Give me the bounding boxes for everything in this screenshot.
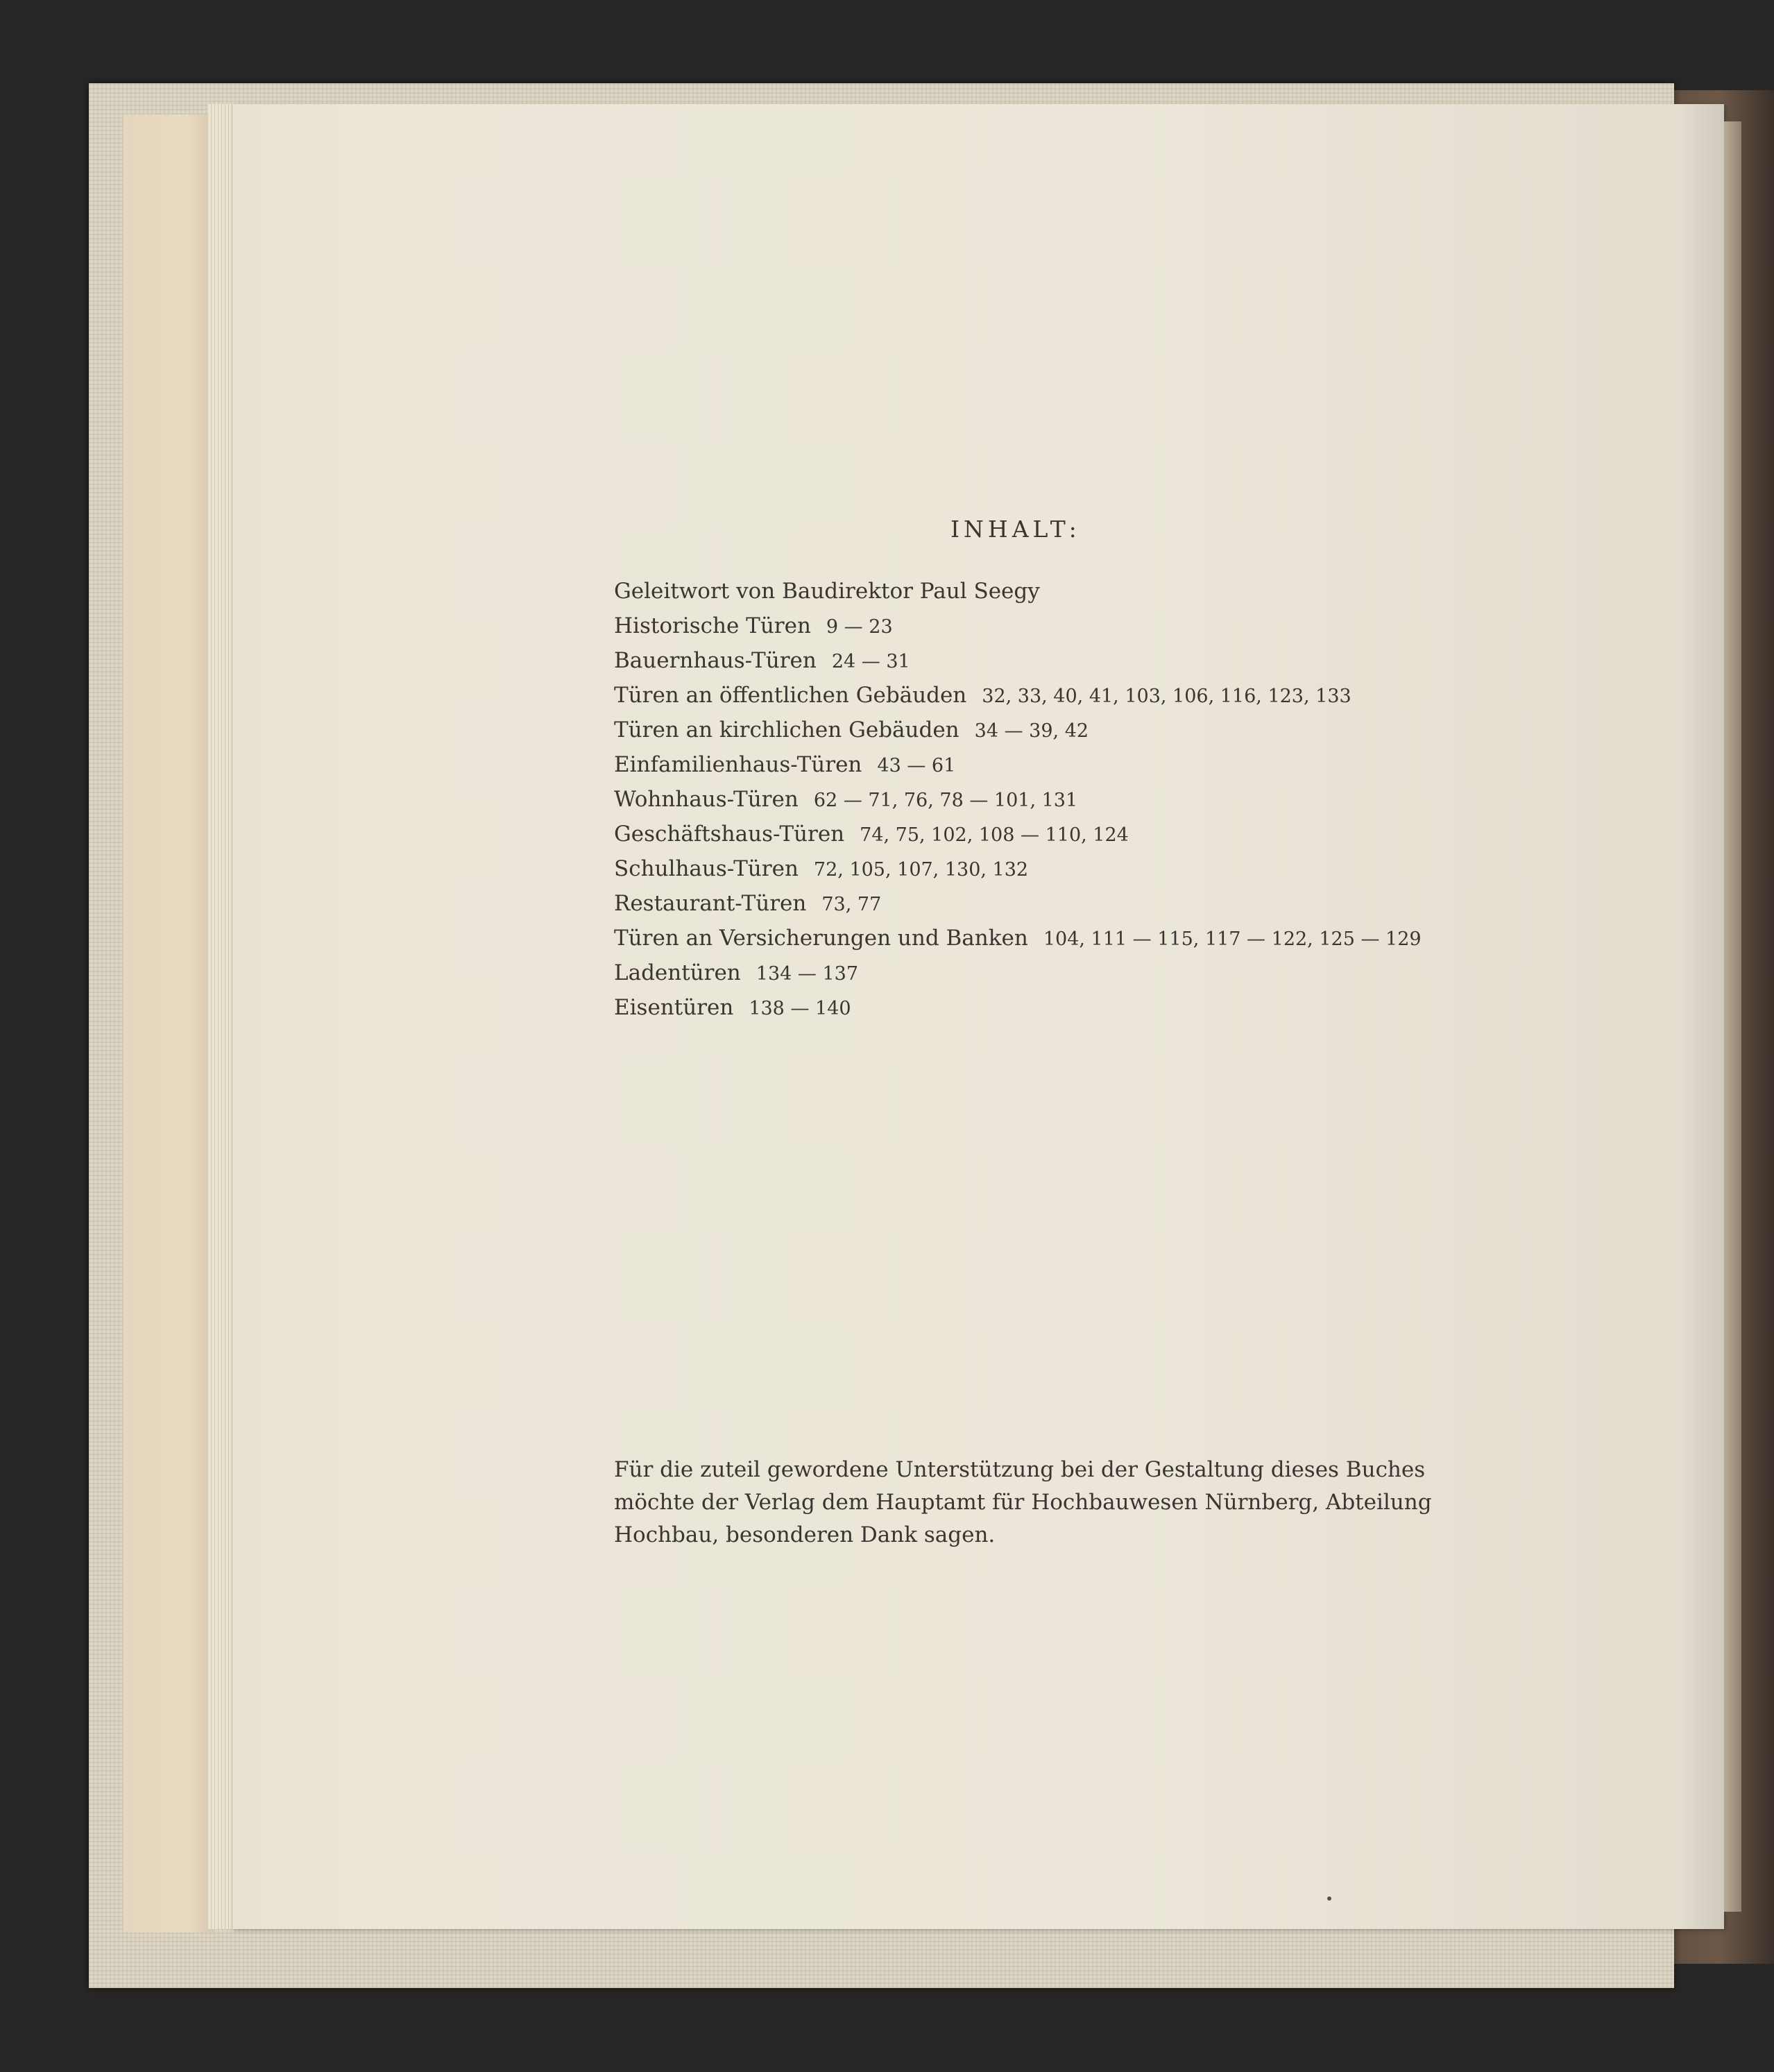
toc-entry-title: Geschäftshaus-Türen bbox=[614, 822, 845, 847]
toc-entry-pages: 62 — 71, 76, 78 — 101, 131 bbox=[813, 790, 1078, 811]
toc-entry bbox=[614, 748, 1422, 783]
toc-entry-pages: 24 — 31 bbox=[831, 651, 910, 672]
page-speck bbox=[1327, 1896, 1331, 1901]
toc-entry bbox=[614, 922, 1422, 956]
toc-entry bbox=[614, 783, 1422, 817]
toc-entry-title: Ladentüren bbox=[614, 960, 741, 985]
toc-entry-title: Schulhaus-Türen bbox=[614, 856, 799, 881]
toc-entry-pages: 74, 75, 102, 108 — 110, 124 bbox=[860, 824, 1129, 846]
toc-entry bbox=[614, 817, 1422, 852]
toc-entry bbox=[614, 887, 1422, 922]
toc-entry bbox=[614, 575, 1422, 609]
toc-entry bbox=[614, 991, 1422, 1026]
toc-entry-pages: 134 — 137 bbox=[756, 963, 859, 985]
toc-entry-pages: 104, 111 — 115, 117 — 122, 125 — 129 bbox=[1043, 928, 1422, 950]
toc-entry-title: Historische Türen bbox=[614, 613, 811, 638]
toc-entry bbox=[614, 852, 1422, 887]
toc-entry-pages: 138 — 140 bbox=[749, 998, 851, 1019]
acknowledgement-text: Für die zuteil gewordene Unterstützung bei der Gestaltung dieses Buches möchte der Verlag dem Hauptamt für Hochbauwesen Nürnberg, Abteilung Hochbau, besonderen Dank sagen. bbox=[614, 1457, 1432, 1547]
toc-entry-pages: 34 — 39, 42 bbox=[974, 720, 1089, 742]
toc-entry-title: Türen an Versicherungen und Banken bbox=[614, 926, 1028, 951]
toc-entry bbox=[614, 609, 1422, 644]
toc-entry bbox=[614, 644, 1422, 679]
toc-entry bbox=[614, 956, 1422, 991]
gutter-shadow bbox=[1724, 121, 1741, 1912]
toc-entry-title: Restaurant-Türen bbox=[614, 891, 807, 916]
toc-entry-title: Geleitwort von Baudirektor Paul Seegy bbox=[614, 579, 1040, 604]
page-edges bbox=[208, 104, 236, 1929]
toc-entry-pages: 32, 33, 40, 41, 103, 106, 116, 123, 133 bbox=[982, 686, 1351, 707]
toc-entry-title: Einfamilienhaus-Türen bbox=[614, 752, 862, 777]
toc-entry-title: Türen an öffentlichen Gebäuden bbox=[614, 683, 967, 708]
toc-entry-pages: 73, 77 bbox=[821, 894, 882, 915]
toc-entry-pages: 9 — 23 bbox=[826, 616, 893, 638]
toc-entry-title: Türen an kirchlichen Gebäuden bbox=[614, 717, 960, 742]
page-title: INHALT: bbox=[950, 516, 1081, 543]
toc-entry-title: Wohnhaus-Türen bbox=[614, 787, 799, 812]
toc-entry-pages: 72, 105, 107, 130, 132 bbox=[813, 859, 1029, 881]
table-of-contents bbox=[614, 575, 1422, 1026]
toc-entry-title: Bauernhaus-Türen bbox=[614, 648, 817, 673]
toc-entry bbox=[614, 713, 1422, 748]
toc-entry-title: Eisentüren bbox=[614, 995, 734, 1020]
toc-entry-pages: 43 — 61 bbox=[877, 755, 956, 776]
endpaper bbox=[123, 114, 214, 1933]
toc-entry bbox=[614, 679, 1422, 713]
